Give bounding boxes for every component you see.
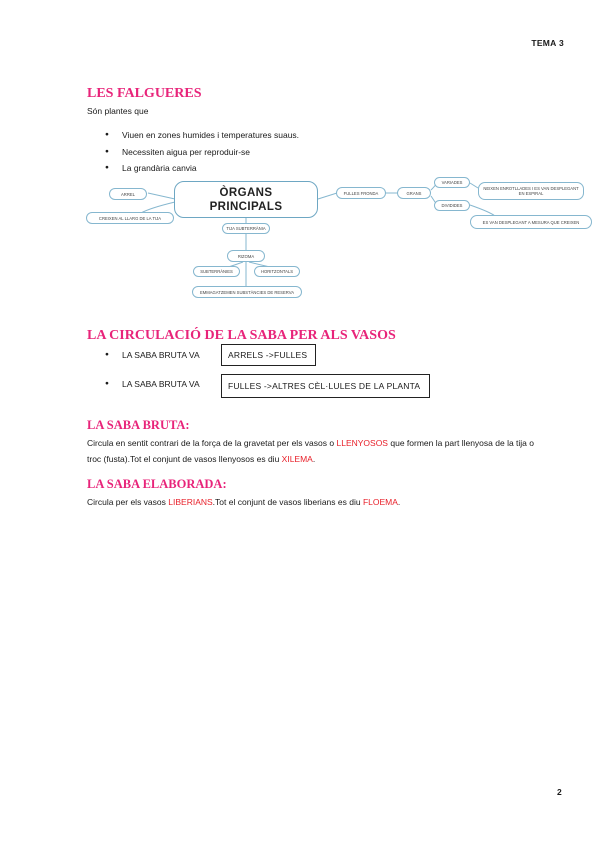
node-enrotllades: NEIXEN ENROTLLADES I ES VAN DESPLEGANT EN ESPIRAL [478, 182, 584, 200]
node-arrel: ARREL [109, 188, 147, 200]
node-subterranies: SUBTERRÀNIES [193, 266, 240, 277]
node-creixen: CREIXEN AL LLARG DE LA TIJA [86, 212, 174, 224]
node-tija-subterrania: TIJA SUBTERRÀNIA [222, 223, 270, 234]
highlight-liberians: LIBERIANS [168, 497, 213, 507]
saba-elaborada-paragraph [87, 494, 537, 510]
box-arrels-fulles: ARRELS ->FULLES [221, 344, 316, 366]
paragraph-text: . [397, 497, 401, 507]
section-title-circulacio: LA CIRCULACIÓ DE LA SABA PER ALS VASOS [87, 328, 396, 343]
intro-text: Són plantes que [87, 106, 149, 116]
page-number: 2 [557, 787, 562, 797]
paragraph-text: Circula per els vasos [87, 497, 166, 507]
node-rizoma: RIZOMA [227, 250, 265, 262]
node-horitzontals: HORITZONTALS [254, 266, 300, 277]
highlight-xilema: XILEMA [281, 454, 313, 464]
section-title-falgueres: LES FALGUERES [87, 86, 202, 101]
node-desplegant: ES VAN DESPLEGANT A MESURA QUE CREIXEN [470, 215, 592, 229]
list-item: ● LA SABA BRUTA VA [122, 350, 200, 360]
section-title-saba-elaborada: LA SABA ELABORADA: [87, 477, 227, 491]
highlight-llenyosos: LLENYOSOS [336, 438, 388, 448]
mind-map-connectors [0, 0, 600, 320]
node-fulles-fronda: FULLES FRONDA [336, 187, 386, 199]
paragraph-text: que formen la part llenyosa de la tija o troc (fusta).Tot el conjunt de vasos llenyosos es diu [87, 438, 535, 464]
saba-bruta-paragraph [87, 435, 537, 467]
node-grans: GRANS [397, 187, 431, 199]
mind-map [0, 0, 600, 320]
node-emmagatzemen: EMMAGATZEMEN SUBSTÀNCIES DE RESERVA [192, 286, 302, 298]
node-dividides: DIVIDIDES [434, 200, 470, 211]
list-item: ● Necessiten aigua per reproduir-se [122, 147, 250, 157]
list-item: ● LA SABA BRUTA VA [122, 379, 200, 389]
central-node-organs: ÒRGANS PRINCIPALS [174, 181, 318, 218]
list-item: ● La grandària canvia [122, 163, 197, 173]
highlight-floema: FLOEMA [362, 497, 398, 507]
paragraph-text: .Tot el conjunt de vasos liberians es diu [212, 497, 361, 507]
page-header-tema: TEMA 3 [531, 38, 564, 48]
section-title-saba-bruta: LA SABA BRUTA: [87, 418, 190, 432]
box-fulles-altres: FULLES ->ALTRES CÈL·LULES DE LA PLANTA [221, 374, 430, 398]
node-variades: VARIADES [434, 177, 470, 188]
paragraph-text: Circula en sentit contrari de la força de la gravetat per els vasos o [87, 438, 335, 448]
list-item: ● Viuen en zones humides i temperatures suaus. [122, 130, 299, 140]
paragraph-text: . [312, 454, 316, 464]
